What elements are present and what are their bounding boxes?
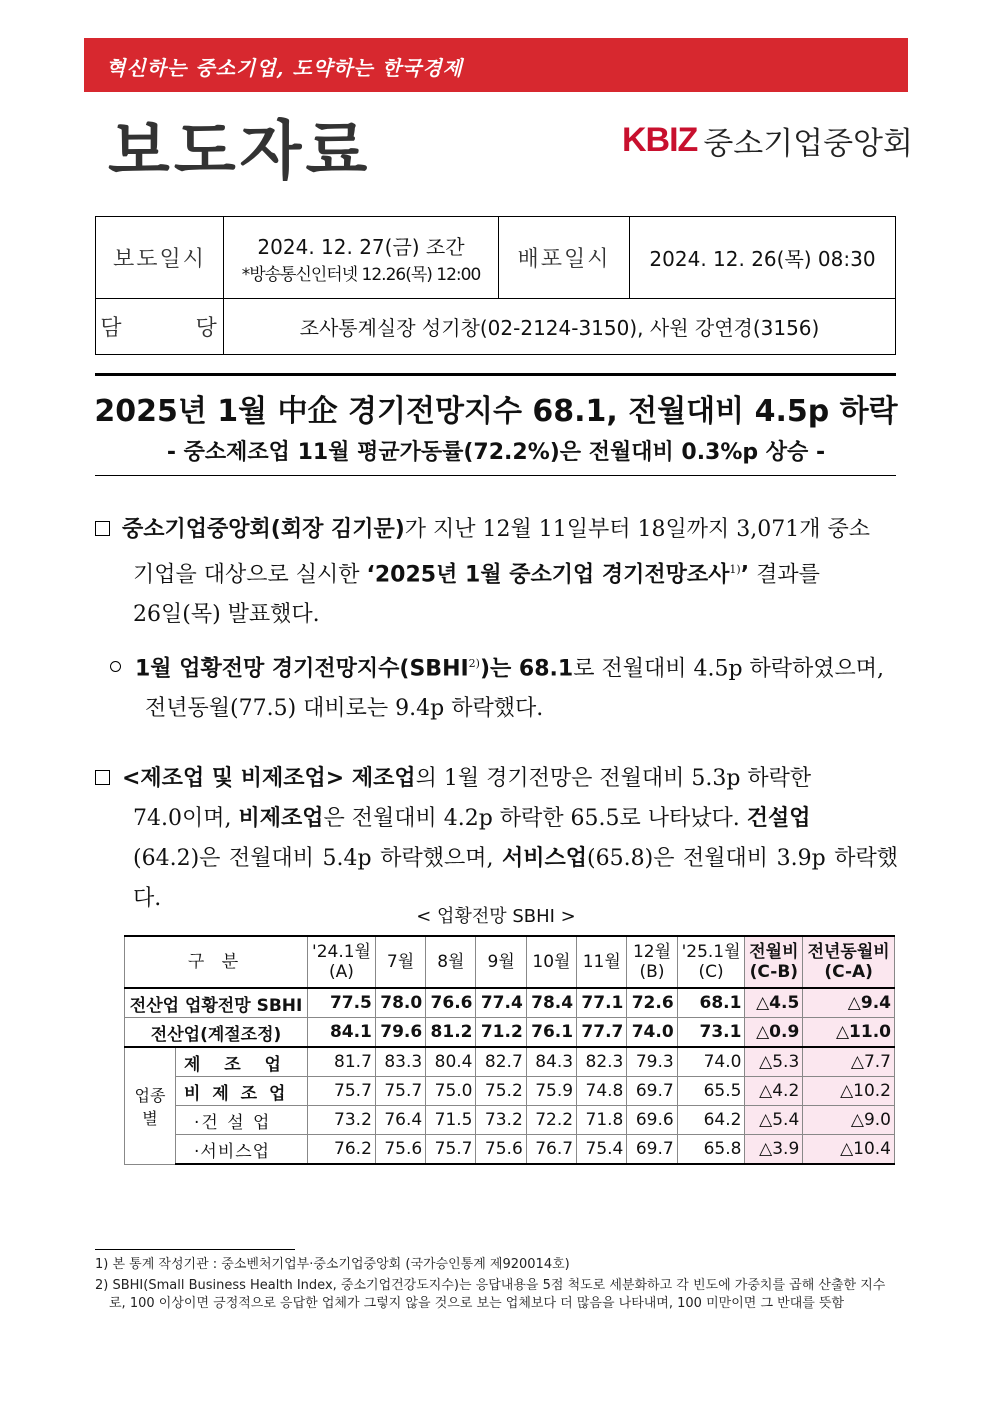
contact-label: 담 당 bbox=[96, 299, 224, 355]
cell: 75.6 bbox=[476, 1135, 526, 1165]
para3-bold-3: 건설업 bbox=[746, 806, 811, 831]
cell: 80.4 bbox=[426, 1047, 476, 1077]
header-col: 전월비 (C-B) bbox=[745, 936, 803, 988]
para1-bold-2: ‘2025년 1월 중소기업 경기전망조사 bbox=[366, 562, 730, 588]
header-col: 11월 bbox=[577, 936, 627, 988]
para2-text-1: 로 전월대비 4.5p 하락하였으며, bbox=[573, 656, 885, 682]
subheadline: - 중소제조업 11월 평균가동률(72.2%)은 전월대비 0.3%p 상승 - bbox=[166, 440, 826, 465]
table-row bbox=[125, 1106, 895, 1135]
header-col: 8월 bbox=[426, 936, 476, 988]
para3-bold-2: 비제조업 bbox=[238, 806, 324, 831]
paragraph-2 bbox=[110, 644, 898, 729]
circle-bullet-icon bbox=[110, 661, 121, 672]
headline-bottom-rule bbox=[95, 475, 896, 476]
contact-value: 조사통계실장 성기창(02-2124-3150), 사원 강연경(3156) bbox=[224, 299, 896, 355]
footnote-divider bbox=[95, 1249, 295, 1250]
cell: 84.3 bbox=[526, 1047, 576, 1077]
release-date-cell bbox=[224, 217, 499, 299]
document-title: 보도자료 bbox=[108, 115, 372, 189]
header-col: 12월 (B) bbox=[627, 936, 677, 988]
para2-text-2: 전년동월(77.5) 대비로는 9.4p 하락했다. bbox=[145, 696, 544, 722]
para1-text-3: 결과를 bbox=[749, 562, 820, 588]
cell: 84.1 bbox=[308, 1018, 376, 1048]
sbhi-table bbox=[124, 935, 895, 1165]
table-caption: < 업황전망 SBHI > bbox=[416, 906, 576, 927]
cell: △9.0 bbox=[803, 1106, 895, 1135]
cell: 78.4 bbox=[526, 988, 576, 1018]
row-label: 전산업(계절조정) bbox=[125, 1018, 308, 1048]
cell: △11.0 bbox=[803, 1018, 895, 1048]
cell: 76.6 bbox=[426, 988, 476, 1018]
cell: 75.7 bbox=[375, 1077, 425, 1106]
para1-text-2: 기업을 대상으로 실시한 bbox=[133, 562, 367, 588]
para3-text-1: 의 1월 경기전망은 전월대비 5.3p 하락한 bbox=[415, 766, 812, 791]
cell: 75.9 bbox=[526, 1077, 576, 1106]
para3-text-2: 74.0이며, bbox=[133, 806, 239, 831]
cell: 79.3 bbox=[627, 1047, 677, 1077]
para3-text-3: 은 전월대비 4.2p 하락한 65.5로 나타났다. bbox=[323, 806, 747, 831]
cell: 75.6 bbox=[375, 1135, 425, 1165]
para3-text-4: (64.2)은 전월대비 5.4p 하락했으며, bbox=[133, 846, 503, 871]
release-info-table bbox=[95, 216, 896, 355]
table-row bbox=[125, 1077, 895, 1106]
para3-bold-4: 서비스업 bbox=[502, 846, 588, 871]
cell: 69.7 bbox=[627, 1077, 677, 1106]
footnote-2: 2) SBHI(Small Business Health Index, 중소기업건강도지수)는 응답내용을 5점 척도로 세분화하고 각 빈도에 가중치를 곱해 산출한 지수로, 100 이상이면 긍정적으로 응답한 업체가 그렇지 않을 것으로 보는 업체보다 더 많음을 나타내며, 100 미만이면 그 반대를 뜻함 bbox=[95, 1278, 886, 1311]
header-col: 10월 bbox=[526, 936, 576, 988]
cell: △7.7 bbox=[803, 1047, 895, 1077]
header-col: 7월 bbox=[375, 936, 425, 988]
cell: 74.0 bbox=[677, 1047, 745, 1077]
cell: 73.2 bbox=[476, 1106, 526, 1135]
row-label: 비 제 조 업 bbox=[176, 1077, 308, 1106]
cell: 82.7 bbox=[476, 1047, 526, 1077]
para2-footnote-ref: 2) bbox=[468, 657, 480, 670]
cell: 76.2 bbox=[308, 1135, 376, 1165]
cell: △0.9 bbox=[745, 1018, 803, 1048]
cell: △5.4 bbox=[745, 1106, 803, 1135]
row-label: ·건 설 업 bbox=[176, 1106, 308, 1135]
row-label: ·서비스업 bbox=[176, 1135, 308, 1165]
cell: 81.2 bbox=[426, 1018, 476, 1048]
footnote-1: 1) 본 통계 작성기관 : 중소벤처기업부·중소기업중앙회 (국가승인통계 제920014호) bbox=[95, 1257, 570, 1272]
para1-bold-3: ’ bbox=[740, 562, 750, 588]
header-col: 9월 bbox=[476, 936, 526, 988]
cell: 75.7 bbox=[426, 1135, 476, 1165]
table-row bbox=[125, 988, 895, 1018]
cell: 75.2 bbox=[476, 1077, 526, 1106]
release-label: 보도일시 bbox=[96, 217, 224, 299]
cell: 77.4 bbox=[476, 988, 526, 1018]
logo-brand: KBIZ bbox=[622, 120, 698, 159]
distribution-date: 2024. 12. 26(목) 08:30 bbox=[630, 217, 896, 299]
cell: 73.1 bbox=[677, 1018, 745, 1048]
para1-text-4: 26일(목) 발표했다. bbox=[133, 602, 320, 628]
table-row bbox=[125, 1047, 895, 1077]
cell: 71.5 bbox=[426, 1106, 476, 1135]
cell: 75.0 bbox=[426, 1077, 476, 1106]
cell: 76.4 bbox=[375, 1106, 425, 1135]
cell: 77.5 bbox=[308, 988, 376, 1018]
square-bullet-icon bbox=[95, 770, 110, 785]
cell: 78.0 bbox=[375, 988, 425, 1018]
para3-text-5: (65.8)은 전월대비 3.9p 하락했다. bbox=[133, 846, 898, 911]
distribution-label: 배포일시 bbox=[499, 217, 630, 299]
header-col: '24.1월 (A) bbox=[308, 936, 376, 988]
paragraph-3 bbox=[95, 759, 898, 919]
cell: 83.3 bbox=[375, 1047, 425, 1077]
paragraph-1 bbox=[95, 510, 898, 635]
cell: 76.1 bbox=[526, 1018, 576, 1048]
header-col: 전년동월비 (C-A) bbox=[803, 936, 895, 988]
cell: 76.7 bbox=[526, 1135, 576, 1165]
para1-footnote-ref: 1) bbox=[729, 563, 741, 576]
cell: 69.6 bbox=[627, 1106, 677, 1135]
para3-bold-1: <제조업 및 비제조업> 제조업 bbox=[122, 766, 416, 791]
cell: 72.6 bbox=[627, 988, 677, 1018]
cell: 64.2 bbox=[677, 1106, 745, 1135]
cell: 71.2 bbox=[476, 1018, 526, 1048]
kbiz-logo bbox=[622, 118, 913, 162]
cell: 73.2 bbox=[308, 1106, 376, 1135]
cell: △10.4 bbox=[803, 1135, 895, 1165]
cell: △10.2 bbox=[803, 1077, 895, 1106]
group-label: 업종별 bbox=[125, 1047, 176, 1164]
cell: 79.6 bbox=[375, 1018, 425, 1048]
cell: 82.3 bbox=[577, 1047, 627, 1077]
cell: 65.8 bbox=[677, 1135, 745, 1165]
square-bullet-icon bbox=[95, 521, 110, 536]
cell: 74.0 bbox=[627, 1018, 677, 1048]
cell: 69.7 bbox=[627, 1135, 677, 1165]
cell: 72.2 bbox=[526, 1106, 576, 1135]
cell: 65.5 bbox=[677, 1077, 745, 1106]
cell: 71.8 bbox=[577, 1106, 627, 1135]
cell: 75.4 bbox=[577, 1135, 627, 1165]
slogan-text: 혁신하는 중소기업, 도약하는 한국경제 bbox=[106, 56, 463, 80]
release-date: 2024. 12. 27(금) 조간 bbox=[257, 234, 465, 259]
headline: 2025년 1월 中企 경기전망지수 68.1, 전월대비 4.5p 하락 bbox=[94, 394, 898, 429]
row-label: 제 조 업 bbox=[176, 1047, 308, 1077]
para1-text-1: 가 지난 12월 11일부터 18일까지 3,071개 중소 bbox=[404, 517, 870, 542]
logo-org-name: 중소기업중앙회 bbox=[703, 125, 913, 162]
cell: 75.7 bbox=[308, 1077, 376, 1106]
cell: △9.4 bbox=[803, 988, 895, 1018]
headline-top-rule bbox=[95, 373, 896, 376]
cell: △5.3 bbox=[745, 1047, 803, 1077]
cell: △4.2 bbox=[745, 1077, 803, 1106]
cell: 77.1 bbox=[577, 988, 627, 1018]
cell: 68.1 bbox=[677, 988, 745, 1018]
para2-bold-1: 1월 업황전망 경기전망지수(SBHI bbox=[135, 656, 469, 682]
cell: 81.7 bbox=[308, 1047, 376, 1077]
cell: 77.7 bbox=[577, 1018, 627, 1048]
slogan-banner bbox=[84, 38, 908, 92]
table-row bbox=[125, 1018, 895, 1048]
row-label: 전산업 업황전망 SBHI bbox=[125, 988, 308, 1018]
header-col: '25.1월 (C) bbox=[677, 936, 745, 988]
cell: △3.9 bbox=[745, 1135, 803, 1165]
table-row bbox=[125, 1135, 895, 1165]
cell: 74.8 bbox=[577, 1077, 627, 1106]
para1-bold-1: 중소기업중앙회(회장 김기문) bbox=[122, 517, 405, 542]
para2-bold-2: )는 68.1 bbox=[479, 656, 574, 682]
cell: △4.5 bbox=[745, 988, 803, 1018]
header-gubun: 구 분 bbox=[125, 936, 308, 988]
broadcast-date: *방송통신인터넷 12.26(목) 12:00 bbox=[241, 264, 481, 285]
